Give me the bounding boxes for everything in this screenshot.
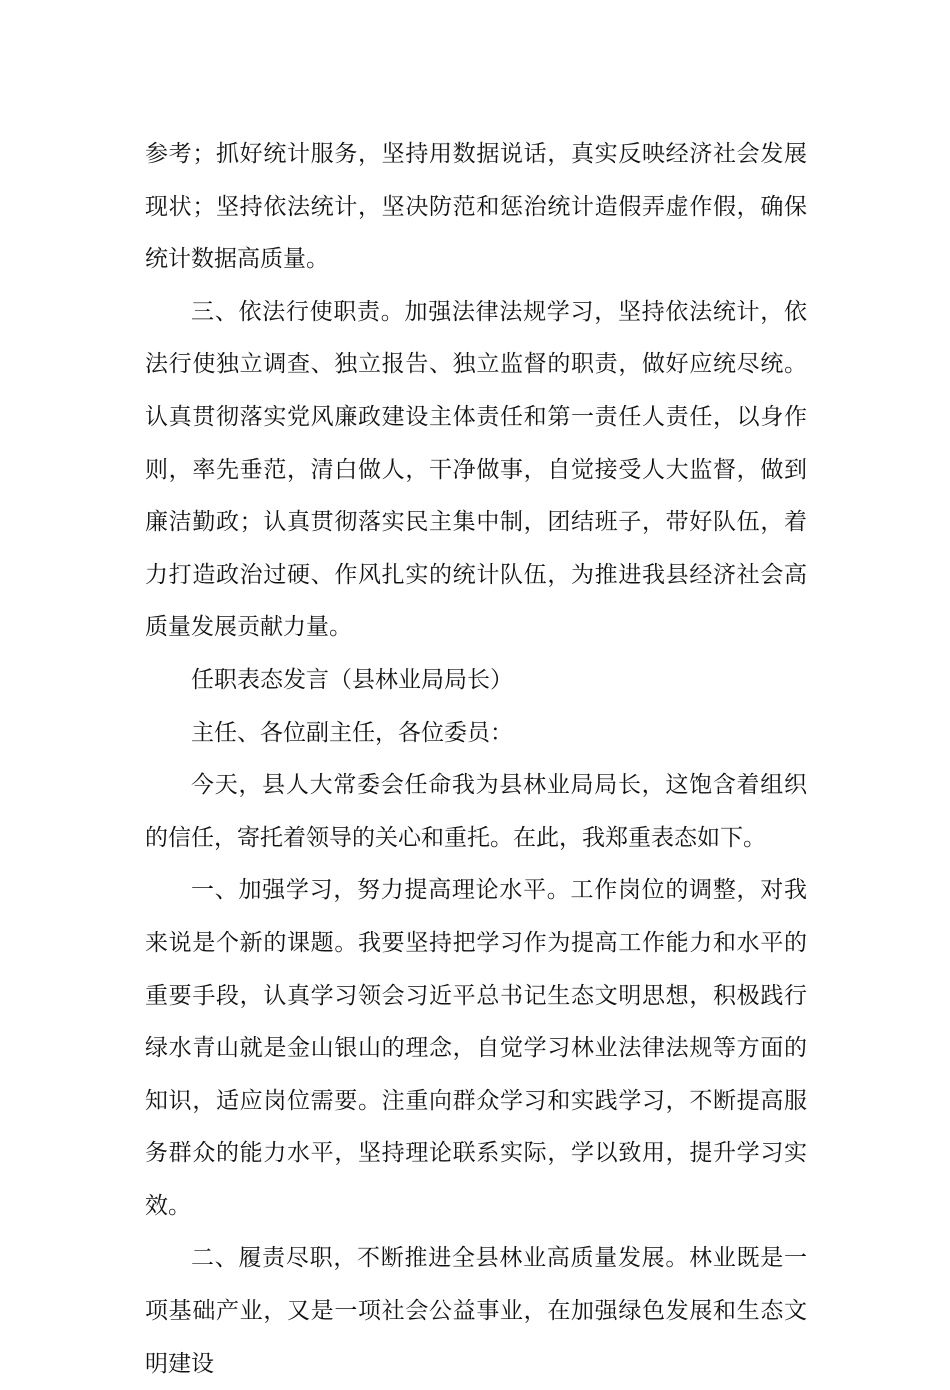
speech-title: 任职表态发言（县林业局局长） [191, 666, 513, 693]
document-body [145, 128, 807, 1390]
paragraph-continuation: 参考；抓好统计服务，坚持用数据说话，真实反映经济社会发展现状；坚持依法统计，坚决防范和惩治统计造假弄虚作假，确保统计数据高质量。 [145, 141, 807, 273]
paragraph-point-one: 一、加强学习，努力提高理论水平。工作岗位的调整，对我来说是个新的课题。我要坚持把学习作为提高工作能力和水平的重要手段，认真学习领会习近平总书记生态文明思想，积极践行绿水青山就是金山银山的理念，自觉学习林业法律法规等方面的知识，适应岗位需要。注重向群众学习和实践学习，不断提高服务群众的能力水平，坚持理论联系实际，学以致用，提升学习实效。 [145, 877, 807, 1219]
paragraph-intro: 今天，县人大常委会任命我为县林业局局长，这饱含着组织的信任，寄托着领导的关心和重托。在此，我郑重表态如下。 [145, 772, 807, 851]
salutation: 主任、各位副主任，各位委员： [191, 719, 513, 746]
paragraph-point-two: 二、履责尽职，不断推进全县林业高质量发展。林业既是一项基础产业，又是一项社会公益事业，在加强绿色发展和生态文明建设 [145, 1245, 807, 1377]
paragraph-section-three: 三、依法行使职责。加强法律法规学习，坚持依法统计，依法行使独立调查、独立报告、独立监督的职责，做好应统尽统。认真贯彻落实党风廉政建设主体责任和第一责任人责任，以身作则，率先垂范，清白做人，干净做事，自觉接受人大监督，做到廉洁勤政；认真贯彻落实民主集中制，团结班子，带好队伍，着力打造政治过硬、作风扎实的统计队伍，为推进我县经济社会高质量发展贡献力量。 [145, 298, 807, 641]
